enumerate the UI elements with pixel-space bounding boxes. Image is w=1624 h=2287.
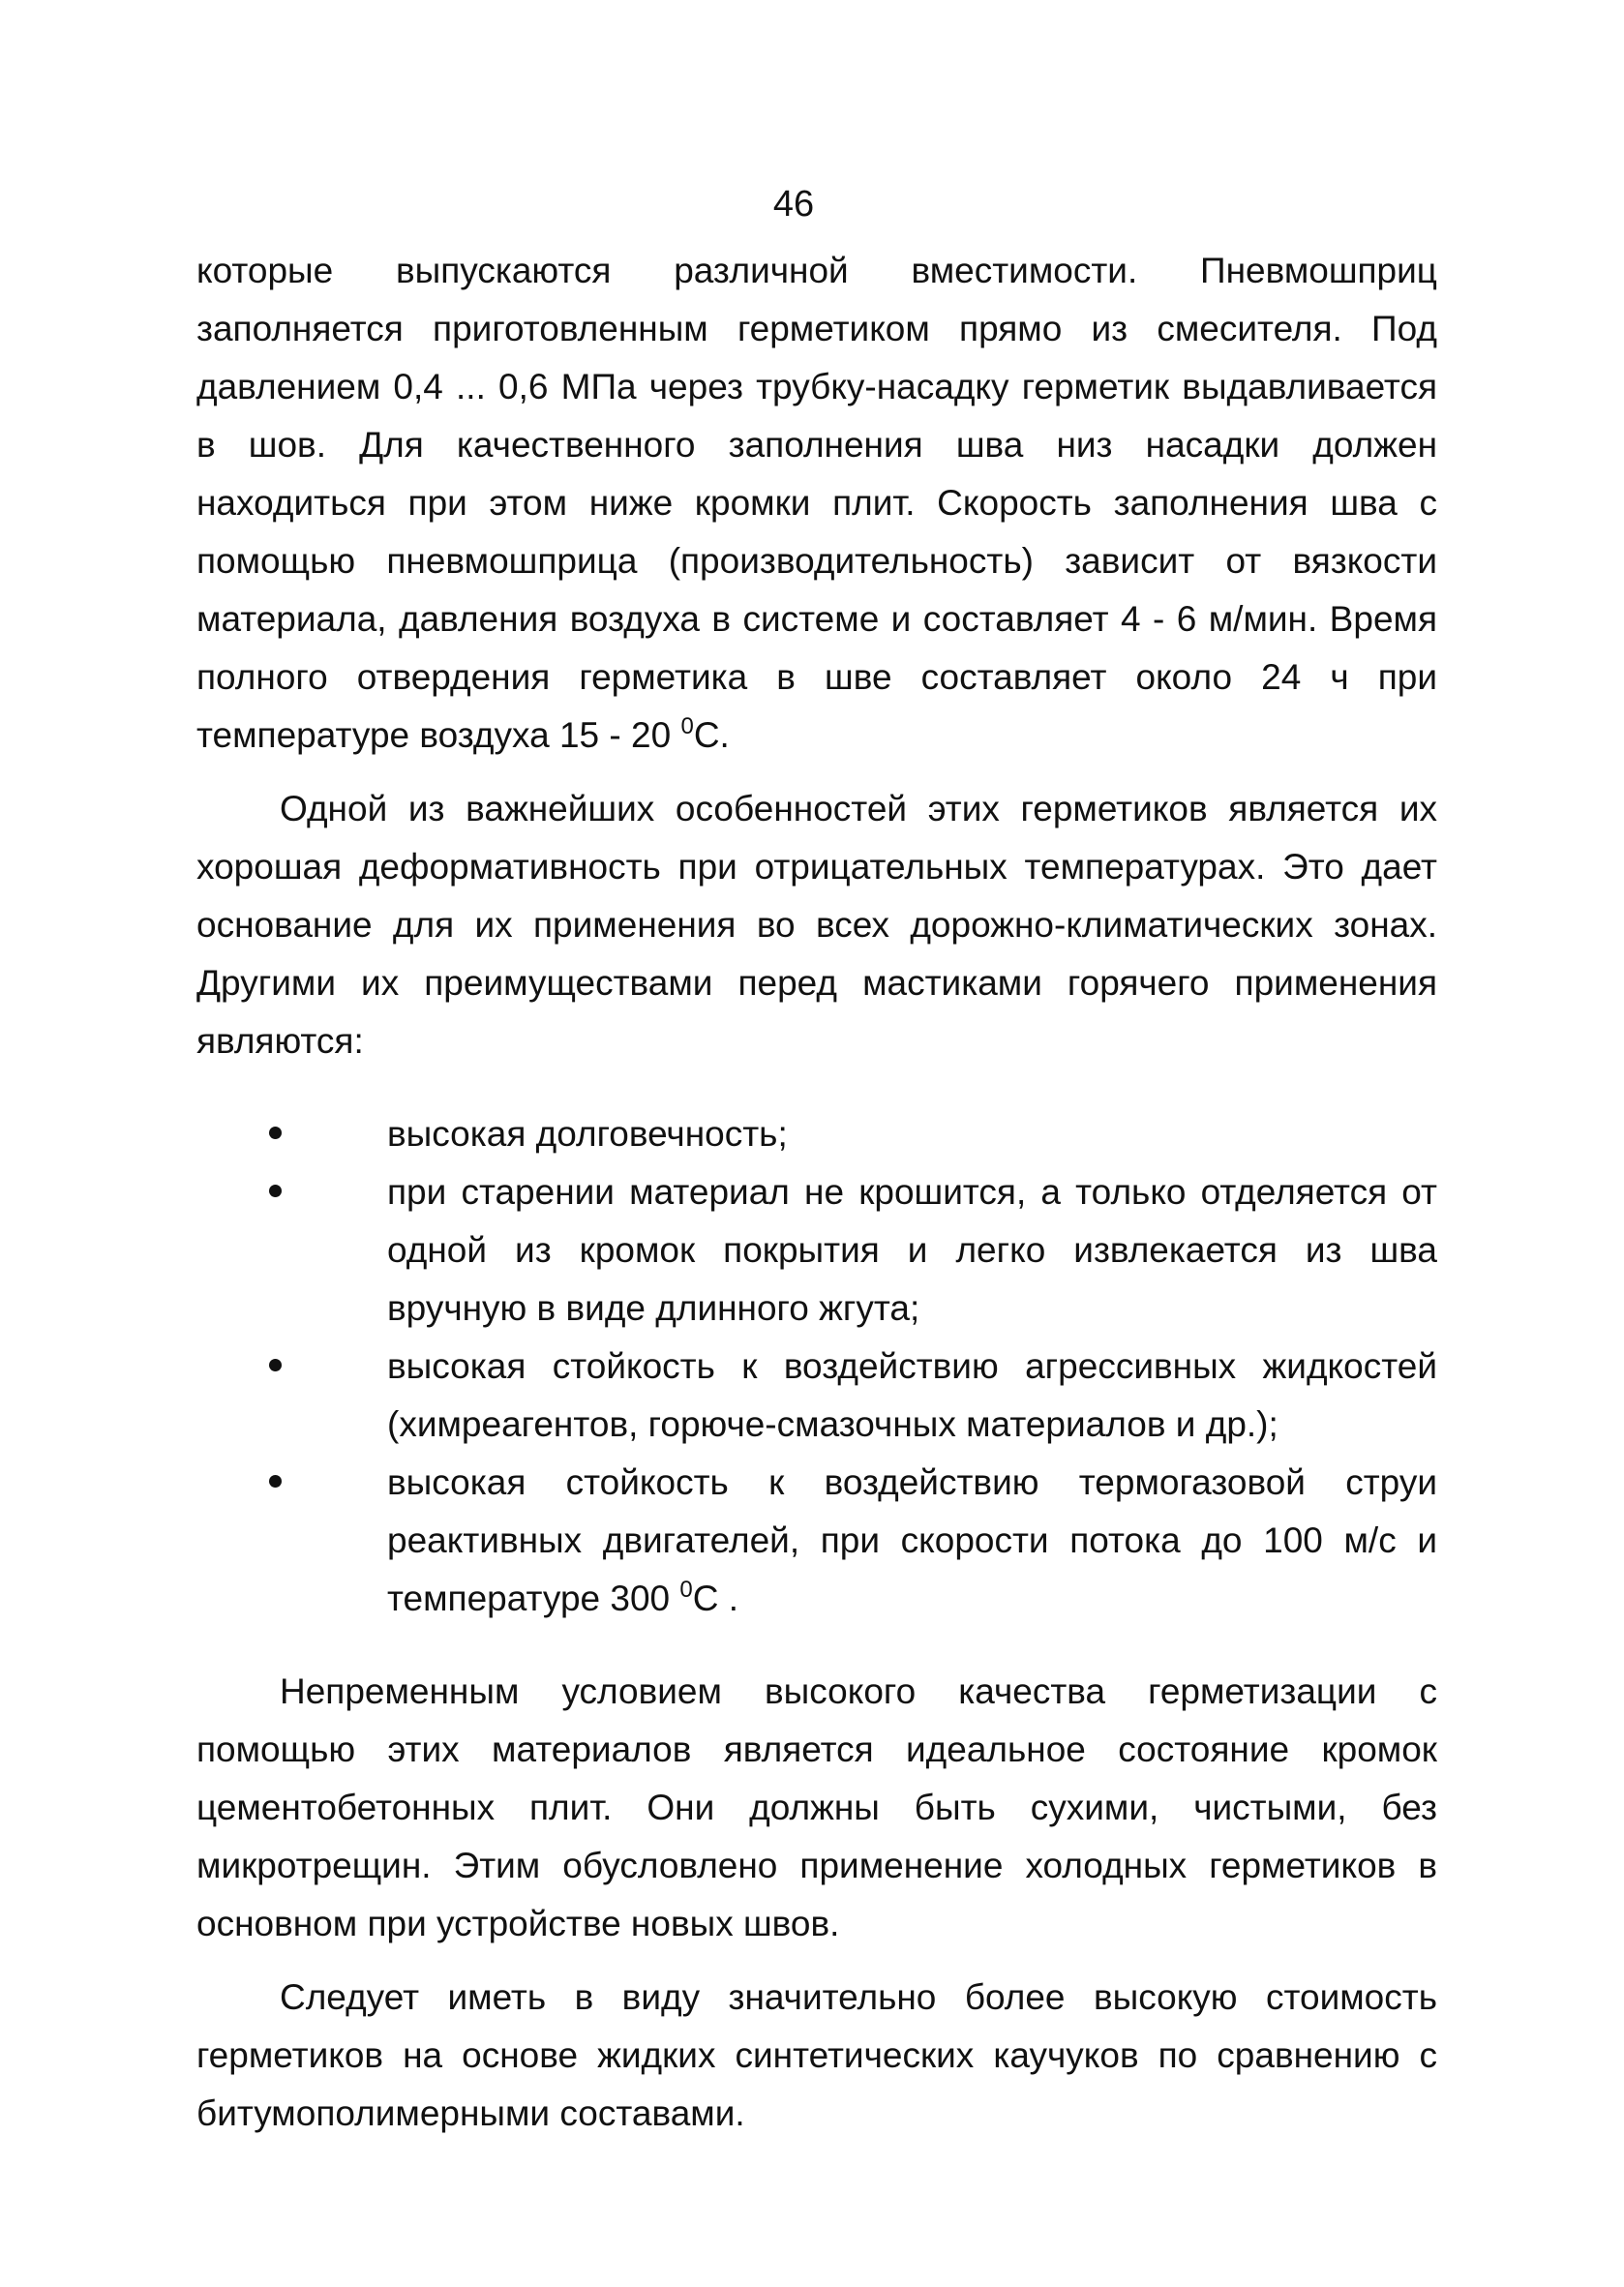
degree-sign: 0 bbox=[680, 713, 694, 739]
page-number: 46 bbox=[772, 184, 815, 225]
list-item-text: высокая стойкость к воздействию агрессивных жидкостей (химреагентов, горюче-смазочных материалов и др.); bbox=[387, 1346, 1437, 1444]
list-item-text: высокая стойкость к воздействию термогазовой струи реактивных двигателей, при скорости потока до 100 м/с и температуре 300 bbox=[387, 1462, 1437, 1618]
list-item bbox=[196, 1163, 1437, 1338]
bullet-icon bbox=[269, 1127, 282, 1139]
advantages-list bbox=[196, 1105, 1437, 1628]
paragraph-edge-condition: Непременным условием высокого качества герметизации с помощью этих материалов является идеальное состояние кромок цементобетонных плит. Они должны быть сухими, чистыми, без микротрещин. Этим обусловлено применение холодных герметиков в основном при устройстве новых швов. bbox=[196, 1671, 1437, 1943]
bullet-icon bbox=[269, 1475, 282, 1488]
list-item bbox=[196, 1338, 1437, 1454]
paragraph-continuation bbox=[196, 242, 1437, 765]
paragraph-1-text: которые выпускаются различной вместимости. Пневмошприц заполняется приготовленным герметиком прямо из смесителя. Под давлением 0,4 ... 0,6 МПа через трубку-насадку герметик выдавливается в шов. Для качественного заполнения шва низ насадки должен находиться при этом ниже кромки плит. Скорость заполнения шва с помощью пневмошприца (производительность) зависит от вязкости материала, давления воздуха в системе и составляет 4 - 6 м/мин. Время полного отвердения герметика в шве составляет около 24 ч при температуре воздуха 15 - 20 bbox=[196, 251, 1437, 755]
list-item bbox=[196, 1454, 1437, 1628]
paragraph-sealant-advantages: Одной из важнейших особенностей этих герметиков является их хорошая деформативность при отрицательных температурах. Это дает основание для их применения во всех дорожно-климатических зонах. Другими их преимуществами перед мастиками горячего применения являются: bbox=[196, 789, 1437, 1061]
body-text bbox=[196, 242, 1437, 2143]
bullet-icon bbox=[269, 1185, 282, 1197]
list-item-text: высокая долговечность; bbox=[387, 1114, 788, 1154]
list-item-text: при старении материал не крошится, а только отделяется от одной из кромок покрытия и легко извлекается из шва вручную в виде длинного жгута; bbox=[387, 1172, 1437, 1328]
bullet-icon bbox=[269, 1359, 282, 1371]
list-item-end: С . bbox=[692, 1579, 739, 1618]
paragraph-cost-note: Следует иметь в виду значительно более высокую стоимость герметиков на основе жидких синтетических каучуков по сравнению с битумополимерными составами. bbox=[196, 1977, 1437, 2133]
list-item bbox=[196, 1105, 1437, 1163]
degree-sign: 0 bbox=[679, 1577, 693, 1603]
paragraph-1-end: С. bbox=[693, 715, 730, 755]
